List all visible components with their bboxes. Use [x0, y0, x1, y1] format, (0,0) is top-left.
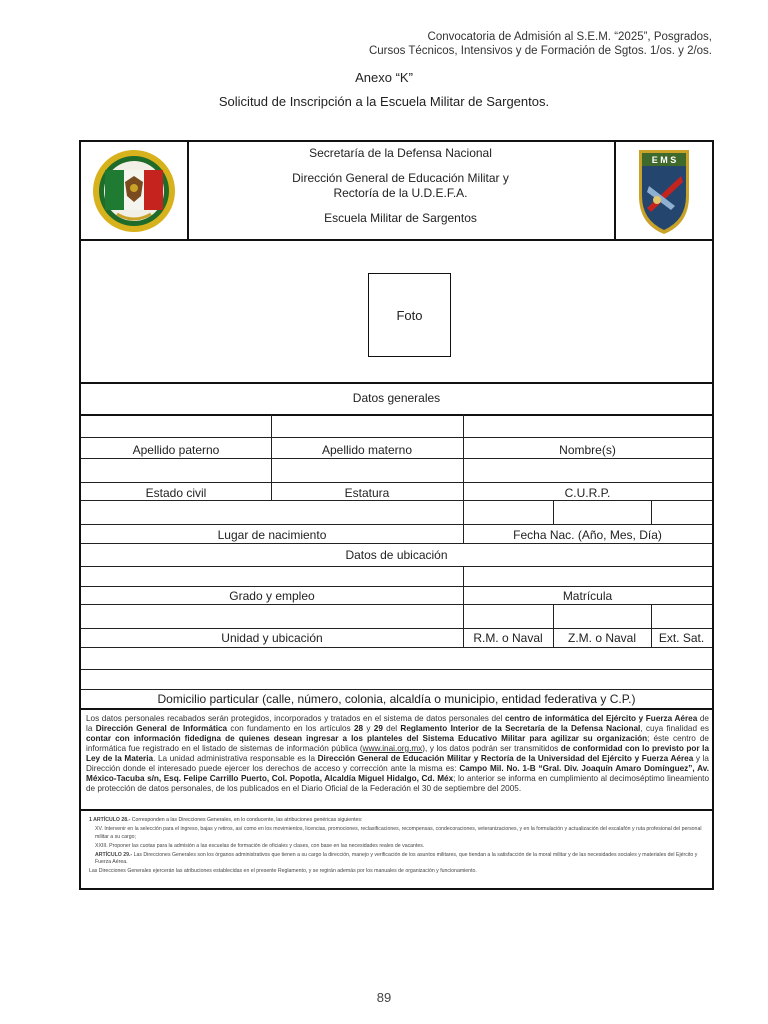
estatura-label: Estatura	[344, 486, 390, 500]
fecha-nac-mes-field[interactable]	[554, 501, 651, 524]
header-line-2: Cursos Técnicos, Intensivos y de Formación de Sgtos. 1/os. y 2/os.	[368, 45, 712, 57]
grado-empleo-field[interactable]	[81, 567, 463, 586]
apellido-paterno-field[interactable]	[81, 415, 271, 437]
article-29-text: Las Direcciones Generales son los órganos administrativos que tienen a su cargo la dirección, manejo y verificación de los asuntos militares, que tiendan a la satisfacción de la moral militar y de las necesidades sociales y materiales del Ejército y Fuerza Aérea.	[95, 851, 698, 865]
rm-naval-field[interactable]	[464, 605, 553, 628]
privacy-text: . La unidad administrativa responsable es la	[153, 754, 318, 763]
privacy-text: y la Dirección donde el interesado puede ejercer los derechos de acceso y corrección ante la misma es:	[86, 754, 709, 773]
article-28-xv: XV. Intervenir en la selección para el ingreso, bajas y retiros, así como en los movimientos, licencias, promociones, reclasificaciones, recompensas, condecoraciones, veteranizaciones, y en la formulación y actualización del escalafón y ruta profesional del personal militar a su cargo;	[95, 826, 702, 840]
privacy-bold: 29	[373, 724, 383, 733]
matricula-field[interactable]	[464, 567, 712, 586]
privacy-text: de la	[86, 714, 709, 733]
privacy-text: ; lo anterior se informa en cumplimiento al decimoséptimo lineamiento de protección de datos personales, de los publicados en el Diario Oficial de la Federación el 30 de septiembre del 2005.	[86, 774, 710, 793]
privacy-bold: 28	[353, 724, 364, 733]
running-header	[369, 30, 712, 58]
institution-block	[187, 146, 614, 226]
registration-form	[79, 140, 714, 890]
page-number: 89	[376, 990, 392, 1005]
article-29-closing: Las Direcciones Generales ejercerán las atribuciones establecidas en el presente Reglamento, y se regirán además por los manuales de organización y funcionamiento.	[89, 868, 477, 874]
apellido-paterno-label: Apellido paterno	[132, 443, 220, 457]
privacy-text: y	[363, 724, 374, 733]
privacy-notice	[86, 714, 709, 794]
fecha-nac-label: Fecha Nac. (Año, Mes, Día)	[513, 528, 662, 542]
apellido-materno-label: Apellido materno	[321, 443, 413, 457]
unidad-ubicacion-label: Unidad y ubicación	[221, 631, 323, 645]
fecha-nac-dia-field[interactable]	[652, 501, 712, 524]
article-29-heading: ARTÍCULO 29.-	[95, 851, 133, 858]
curp-label: C.U.R.P.	[564, 486, 611, 500]
matricula-label: Matrícula	[562, 589, 613, 603]
privacy-bold: Reglamento Interior de la Secretaría de la Defensa Nacional	[400, 724, 641, 733]
article-28-text: Corresponden a las Direcciones Generales, en lo conducente, las atribuciones genéricas siguientes:	[130, 817, 363, 823]
ext-sat-field[interactable]	[652, 605, 712, 628]
privacy-bold: Dirección General de Educación Militar y Rectoría de la Universidad del Ejército y Fuerza Aérea	[317, 754, 694, 763]
fecha-nac-anio-field[interactable]	[464, 501, 553, 524]
grado-empleo-label: Grado y empleo	[229, 589, 315, 603]
privacy-text: Los datos personales recabados serán protegidos, incorporados y tratados en el sistema de datos personales del	[86, 714, 506, 723]
privacy-bold: Dirección General de Informática	[95, 724, 228, 733]
privacy-text: del	[382, 724, 401, 733]
domicilio-label: Domicilio particular (calle, número, colonia, alcaldía o municipio, entidad federativa y C.P.)	[157, 692, 636, 706]
photo-box[interactable]	[368, 273, 451, 357]
privacy-bold: centro de informática del Ejército y Fuerza Aérea	[505, 714, 698, 723]
nombres-label: Nombre(s)	[559, 443, 616, 457]
badge-text: E M S	[651, 155, 677, 165]
institution-line-2: Dirección General de Educación Militar y	[292, 171, 509, 185]
lugar-nacimiento-label: Lugar de nacimiento	[217, 528, 327, 542]
privacy-text: ), y los datos podrán ser transmitidos	[422, 744, 561, 753]
inai-link[interactable]: www.inai.org.mx	[362, 744, 423, 753]
datos-generales-heading: Datos generales	[352, 391, 441, 405]
legal-articles	[89, 817, 709, 877]
zm-naval-field[interactable]	[554, 605, 651, 628]
article-28-xxiii: XXIII. Proponer las cuotas para la admisión a las escuelas de formación de oficiales y clases, con base en las necesidades reales de vacantes.	[95, 842, 425, 849]
photo-label: Foto	[396, 307, 423, 323]
header-line-1: Convocatoria de Admisión al S.E.M. “2025”, Posgrados,	[427, 31, 712, 43]
institution-line-1: Secretaría de la Defensa Nacional	[309, 146, 492, 160]
curp-field[interactable]	[464, 459, 712, 482]
sedena-seal-icon	[91, 148, 177, 234]
lugar-nacimiento-field[interactable]	[81, 501, 463, 524]
nombres-field[interactable]	[464, 415, 712, 437]
privacy-text: ; éste centro de informática fue registrado en el listado de sistemas de información pública (	[86, 734, 709, 753]
ext-sat-label: Ext. Sat.	[658, 631, 705, 645]
unidad-ubicacion-field[interactable]	[81, 605, 463, 628]
datos-ubicacion-heading: Datos de ubicación	[345, 548, 448, 562]
privacy-text: , cuya finalidad es	[640, 724, 709, 733]
estado-civil-field[interactable]	[81, 459, 271, 482]
privacy-bold: contar con información fidedigna de quienes desean ingresar a los planteles del Sistema Educativo Militar para agilizar su organización	[86, 734, 648, 743]
estado-civil-label: Estado civil	[145, 486, 207, 500]
institution-line-3: Rectoría de la U.D.E.F.A.	[333, 186, 468, 200]
document-title: Solicitud de Inscripción a la Escuela Militar de Sargentos.	[218, 94, 550, 109]
domicilio-field-line-2[interactable]	[81, 670, 712, 689]
privacy-bold: Campo Mil. No. 1-B “Gral. Div. Joaquín Amaro Domínguez”, Av. México-Tacuba s/n, Esq. Felipe Carrillo Puerto, Col. Popotla, Alcaldía Miguel Hidalgo, Cd. Méx	[86, 764, 709, 783]
rm-naval-label: R.M. o Naval	[473, 631, 543, 645]
institution-line-4: Escuela Militar de Sargentos	[324, 211, 477, 225]
estatura-field[interactable]	[272, 459, 463, 482]
domicilio-field-line-1[interactable]	[81, 648, 712, 669]
privacy-bold: de conformidad con lo previsto por la Ley de la Materia	[86, 744, 709, 763]
annex-label: Anexo “K”	[355, 70, 413, 85]
apellido-materno-field[interactable]	[272, 415, 463, 437]
article-28-heading: 1 ARTÍCULO 28.-	[89, 817, 131, 823]
privacy-text: con fundamento en los artículos	[227, 724, 354, 733]
zm-naval-label: Z.M. o Naval	[567, 631, 636, 645]
ems-badge-icon	[635, 146, 693, 236]
